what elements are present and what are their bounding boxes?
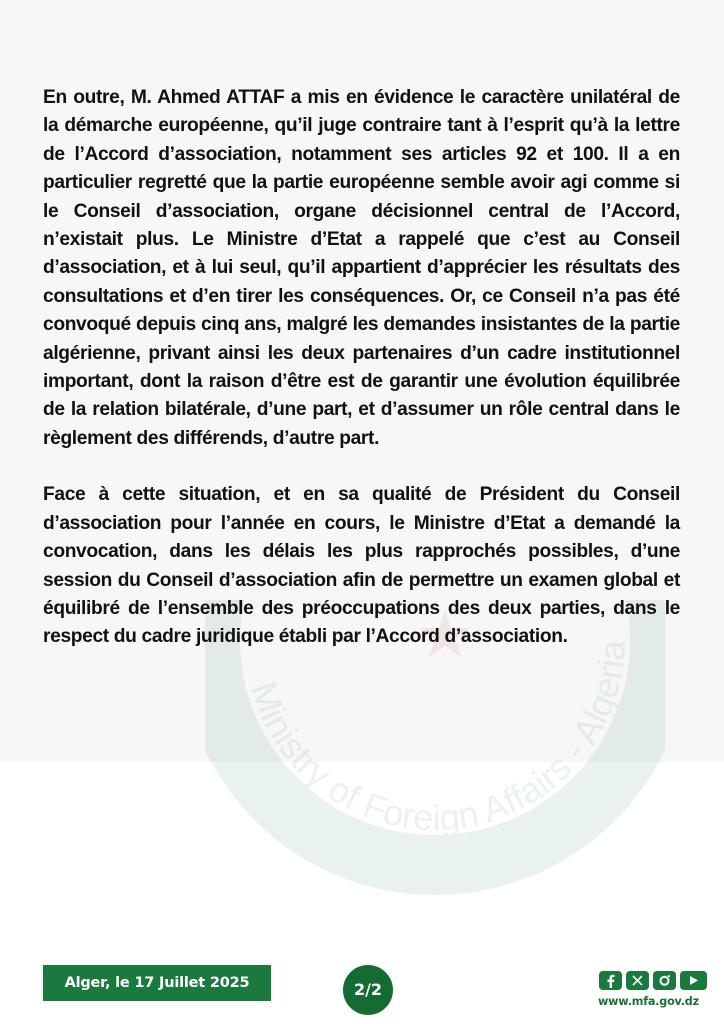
social-links: [599, 971, 709, 990]
instagram-icon[interactable]: [653, 971, 676, 990]
paragraph-2: Face à cette situation, et en sa qualité de Président du Conseil d’association pour l’année en cours, le Ministre d’Etat a demandé la convocation, dans les délais les plus rapprochés possibles, d’une session du Conseil d’association afin de permettre un examen global et équilibré de l’ensemble des préoccupations des deux parties, dans le respect du cadre juridique établi par l’Accord d’association.: [43, 484, 680, 648]
press-release-body: [43, 84, 680, 652]
x-icon[interactable]: [626, 971, 649, 990]
facebook-icon[interactable]: [599, 971, 622, 990]
website-link[interactable]: www.mfa.gov.dz: [598, 995, 699, 1008]
youtube-icon[interactable]: [680, 971, 707, 990]
date-label: Alger, le 17 Juillet 2025: [43, 965, 271, 1001]
paragraph-1: En outre, M. Ahmed ATTAF a mis en évidence le caractère unilatéral de la démarche européenne, qu’il juge contraire tant à l’esprit qu’à la lettre de l’Accord d’association, notamment ses articles 92 et 100. Il a en particulier regretté que la partie européenne semble avoir agi comme si le Conseil d’association, organe décisionnel central de l’Accord, n’existait plus. Le Ministre d’Etat a rappelé que c’est au Conseil d’association, et à lui seul, qu’il appartient d’apprécier les résultats des consultations et d’en tirer les conséquences. Or, ce Conseil n’a pas été convoqué depuis cinq ans, malgré les demandes insistantes de la partie algérienne, privant ainsi les deux partenaires d’un cadre institutionnel important, dont la raison d’être est de garantir une évolution équilibrée de la relation bilatérale, d’une part, et d’assumer un rôle central dans le règlement des différends, d’autre part.: [43, 87, 680, 449]
page-indicator-badge: 2/2: [343, 965, 393, 1015]
